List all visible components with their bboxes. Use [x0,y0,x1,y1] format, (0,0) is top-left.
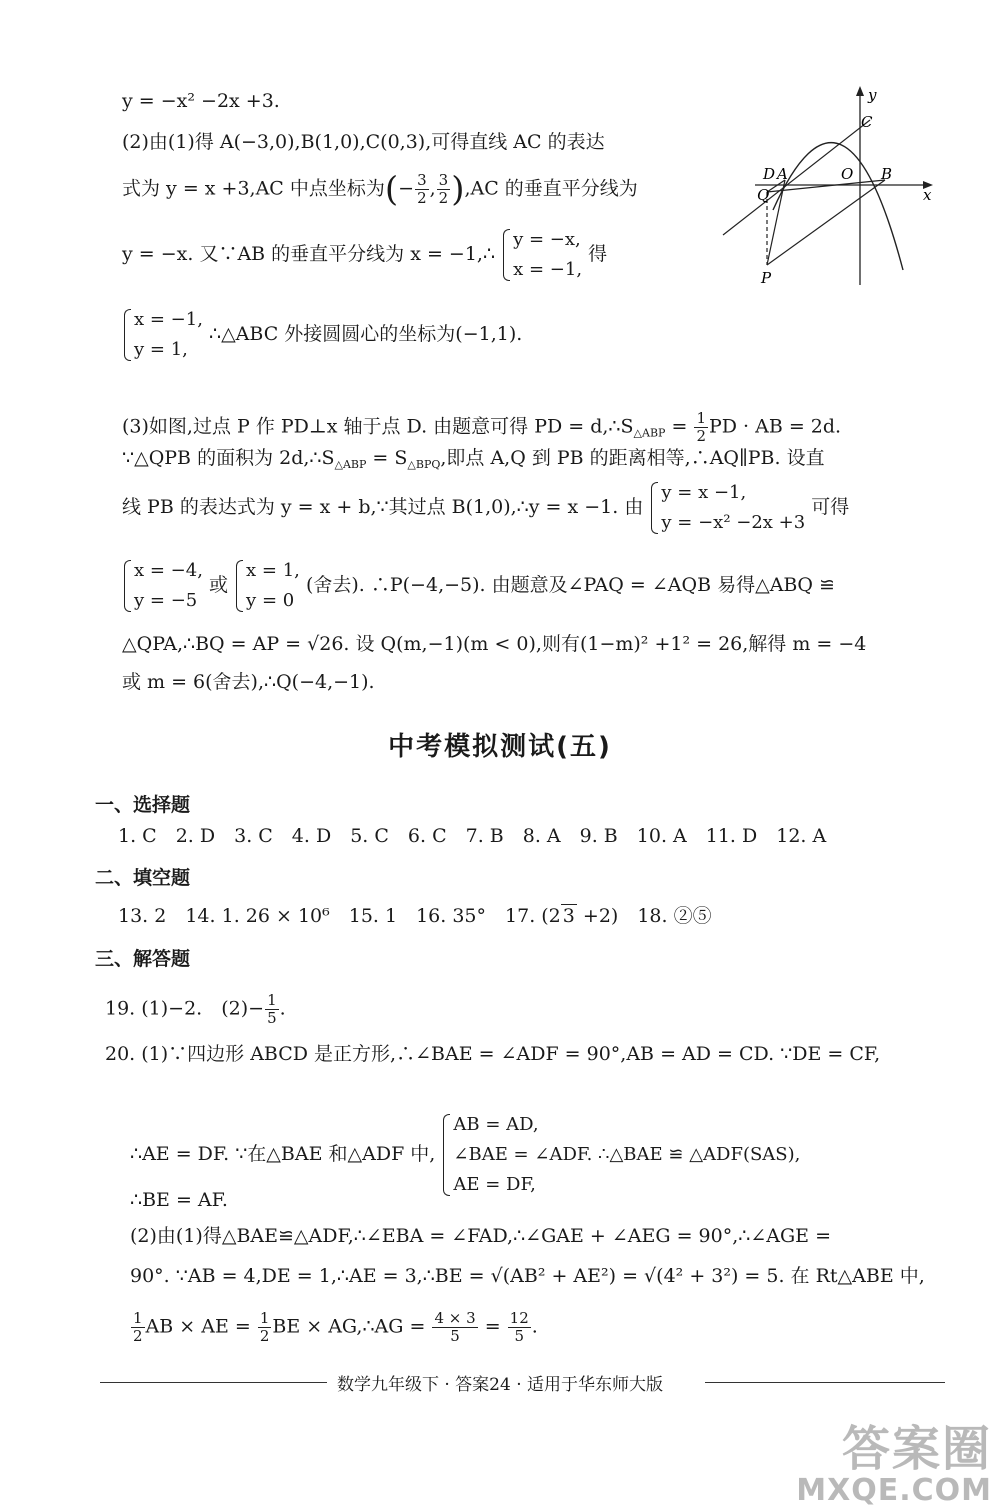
equation-system: AB = AD, ∠BAE = ∠ADF. ∴△BAE ≌ △ADF(SAS), AE = DF, [441,1110,800,1200]
q20-line3: ∴BE = AF. [130,1189,228,1211]
p3-line5: △QPA,∴BQ = AP = √26. 设 Q(m,−1)(m < 0),则有(1−m)² +1² = 26,解得 m = −4 [122,633,867,655]
label-x: x [923,186,932,204]
p2-line4-text-a: y = −x. 又∵AB 的垂直平分线为 x = −1,∴ [122,243,496,265]
p3-line6: 或 m = 6(舍去),∴Q(−4,−1). [122,671,375,693]
fraction: $\frac{3}{2}$ [438,171,449,207]
label-A: A [777,165,788,183]
choice-answers: 1. C 2. D 3. C 4. D 5. C 6. C 7. B 8. A 9. B 10. A 11. D 12. A [118,825,827,847]
equation-system: x = −1, y = 1, [122,305,203,365]
fraction: $\frac{3}{2}$ [417,171,427,207]
fraction: $\frac{4 \times 3}{5}$ [434,1309,476,1345]
q20-line4: (2)由(1)得△BAE≌△ADF,∴∠EBA = ∠FAD,∴∠GAE + ∠AEG = 90°,∴∠AGE = [130,1225,831,1247]
equation-system: y = −x, x = −1, [501,225,582,285]
label-D: D [763,165,776,183]
p3-line2: ∵△QPB 的面积为 $2d,\therefore S_{\triangle ABP} = S_{\triangle BPQ}$,即点 A,Q 到 PB 的距离相等,∴AQ∥PB. 设直 [122,447,825,471]
p3-line4: x = −4, y = −5 或 x = 1, y = 0 (舍去). ∴P(−4,−5). 由题意及∠PAQ = ∠AQB 易得△ABQ ≌ [122,556,835,616]
fraction: $\frac{1}{2}$ [259,1309,270,1345]
equation-system: x = −4, y = −5 [122,556,203,616]
section-heading: 三、解答题 [95,948,191,970]
equation-system: x = 1, y = 0 [234,556,300,616]
label-y: y [868,86,877,104]
section-heading: 二、填空题 [95,867,191,889]
q19: 19. (1)−2. (2)− $\frac{1}{5}$ . [105,991,286,1027]
q20-line2: ∴AE = DF. ∵在△BAE 和△ADF 中, AB = AD, ∠BAE = ∠ADF. ∴△BAE ≌ △ADF(SAS), AE = DF, [130,1110,800,1200]
label-C: C [861,113,873,131]
fraction: $\frac{12}{5}$ [509,1309,529,1345]
section-heading: 一、选择题 [95,794,191,816]
fraction: $\frac{1}{2}$ [133,1309,143,1345]
q20-line6: $\frac{1}{2}$ AB × AE = $\frac{1}{2}$ BE × AG,∴AG = $\frac{4 \times 3}{5}$ = $\frac{12}{5}$ . [133,1309,538,1345]
fraction: $\frac{1}{5}$ [267,991,277,1027]
label-O: O [841,165,854,183]
q20-line1: 20. (1)∵四边形 ABCD 是正方形,∴∠BAE = ∠ADF = 90°,AB = AD = CD. ∵DE = CF, [105,1043,881,1065]
label-P: P [761,269,772,287]
parabola-figure [715,80,955,290]
page-footer: 数学九年级下 · 答案24 · 适用于华东师大版 [0,1370,1000,1395]
p2-line2: (2)由(1)得 A(−3,0),B(1,0),C(0,3),可得直线 AC 的表达 [122,131,605,153]
p2-line3 [122,169,638,210]
p2-line4-text-b: 得 [588,243,608,265]
paren-left: ( [384,169,399,210]
fraction: $\frac{1}{2}$ [696,409,706,445]
paren-right: ) [451,169,465,210]
p3-line3: 线 PB 的表达式为 y = x + b,∵其过点 B(1,0),∴y = x −1. 由 y = x −1, y = −x² −2x +3 可得 [122,478,849,538]
fill-answers: 13. 2 14. 1. 26 × 10⁶ 15. 1 16. 35° 17. (2 3 +2) 18. ②⑤ [118,905,712,927]
comma: , [429,177,436,200]
p2-line4 [122,225,607,285]
page-title: 中考模拟测试(五) [388,732,612,762]
label-B: B [881,165,893,183]
q20-line5: 90°. ∵AB = 4,DE = 1,∴AE = 3,∴BE = √(AB² + AE²) = √(4² + 3²) = 5. 在 Rt△ABE 中, [130,1265,925,1287]
p2-line3-text-b: ,AC 的垂直平分线为 [464,177,638,200]
watermark: 答案圈 MXQE.COM [796,1421,992,1508]
p2-line3-text-a: 式为 y = x +3,AC 中点坐标为 [122,177,385,200]
p2-line5-text: ∴△ABC 外接圆圆心的坐标为(−1,1). [208,323,523,345]
equation-system: y = x −1, y = −x² −2x +3 [649,478,805,538]
p3-line1: (3)如图,过点 P 作 PD⊥x 轴于点 D. 由题意可得 PD = $d,\therefore S_{\triangle ABP}$ = $\frac{1}{2}$ PD · AB = 2d. [122,409,842,445]
neg-sign: − [398,177,415,200]
label-Q: Q [757,186,770,204]
p2-line5 [122,305,522,365]
p2-line1: y = −x² −2x +3. [122,90,280,112]
